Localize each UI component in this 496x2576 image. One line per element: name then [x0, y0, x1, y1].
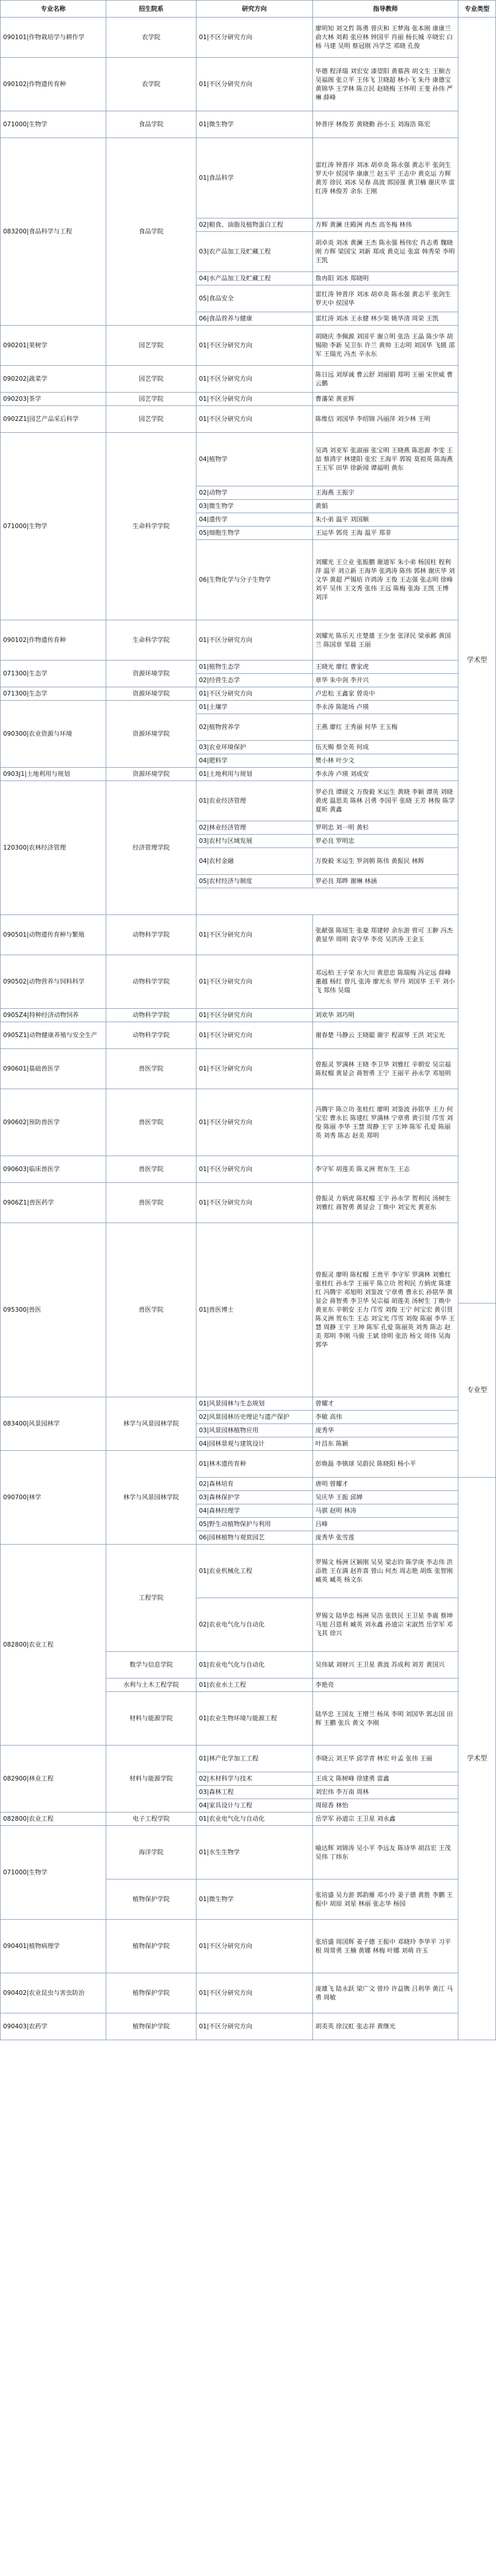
major-cell: 090300|农业资源与环境: [1, 701, 106, 768]
supervisors-cell: 罗锡文 陆华忠 杨洲 吴浩 张铁民 王卫星 李震 蔡坤 马旭 吕恩利 臧英 刘永鑫 孙道宗 宋淑然 岳学军 邓飞其 徐兴: [312, 1598, 458, 1652]
supervisors-cell: 王运华 郭亮 王海 温平 郑菲: [312, 527, 458, 540]
direction-cell: 01|林木遗传育种: [196, 1451, 312, 1478]
supervisors-cell: 毕德 程泽瑞 刘宏安 漆望阳 黄慕茜 胡文生 王顺吉 吴福阁 张立平 王伟飞 卫晓超 林小飞 朱丹 康德宝 黄锦华 王学林 陈立民 赵晓梅 王怀明 王斐 孙伟 严琳 薛峰: [312, 58, 458, 111]
table-row: [1, 366, 496, 379]
table-row: [1, 138, 496, 151]
major-cell: 090603|临床兽医学: [1, 1156, 106, 1183]
table-row: [1, 326, 496, 339]
direction-cell: 01|不区分研究方向: [196, 393, 312, 406]
table-row: [1, 1089, 496, 1103]
supervisors-cell: 廖明知 刘文哲 陈勇 曾庆和 王梦海 张本刚 康康兰 俞大林 刘莉 张应林 钟国平 肖丽 杨长城 辛晓宏 白杨 马建 吴明 蔡冠刚 冯学芝 邓晓 孔俊: [312, 18, 458, 58]
supervisors-cell: 罗必良 罗明忠: [312, 835, 458, 848]
supervisors-cell: 黄娟: [312, 500, 458, 513]
table-row: [1, 1022, 496, 1036]
direction-cell: 01|农业经济管理: [196, 781, 312, 821]
direction-cell: 01|不区分研究方向: [196, 58, 312, 111]
table-row: [1, 915, 496, 928]
college-cell: 兽医学院: [106, 1183, 196, 1223]
direction-cell: 02|农业电气化与自动化: [196, 1598, 312, 1652]
direction-cell: 02|林业经济管理: [196, 821, 312, 835]
table-header-row: [1, 1, 496, 18]
college-cell: 数学与信息学院: [106, 1652, 196, 1679]
supervisors-cell: 王燕 廖红 王秀丽 何华 王玉梅: [312, 714, 458, 741]
direction-cell: 02|植物营养学: [196, 714, 312, 741]
major-cell: 090401|植物病理学: [1, 1920, 106, 1973]
supervisors-cell: 吴鸿 刘亚军 张淑丽 张宝明 王晓燕 陈思源 李雯 王喆 蔡鸿宇 林建阳 张宏 王海平 郭锐 莫祖英 陈海燕 王玉军 田华 徐新闻 谭福明 黄东: [312, 433, 458, 486]
supervisors-cell: 李守军 胡莲美 陈义洲 贺东生 王志: [312, 1156, 458, 1183]
table-row: [1, 1156, 496, 1170]
supervisors-cell: 王海燕 王振宇: [312, 486, 458, 500]
direction-cell: 01|农业电气化与自动化: [196, 1652, 312, 1679]
major-cell: 090203|茶学: [1, 393, 106, 406]
direction-cell: 02|森林培育: [196, 1478, 312, 1491]
major-cell: 120300|农林经济管理: [1, 781, 106, 915]
supervisors-cell: 李永涛 卢瑛 刘成安: [312, 768, 458, 781]
supervisors-cell: 李敏 高伟: [312, 1411, 458, 1424]
table-row: [1, 1812, 496, 1826]
college-cell: 林学与风景园林学院: [106, 1451, 196, 1545]
direction-cell: 01|不区分研究方向: [196, 687, 312, 701]
table-row: [1, 781, 496, 794]
direction-cell: 01|不区分研究方向: [196, 326, 312, 366]
direction-cell: 05|食品安全: [196, 285, 312, 312]
supervisors-cell: 谢春楚 马静云 王晓聪 谢宇 程淑琴 王洪 刘宝光: [312, 1022, 458, 1049]
table-row: [1, 2013, 496, 2027]
college-cell: 兽医学院: [106, 1089, 196, 1156]
supervisors-cell: 胡卓炎 刘冰 黄澜 王杰 陈永强 杨伟宏 肖志勇 魏晓刚 方辉 梁国宝 刘新 郑成 黄克运 张富 韩秀荣 李明 王凯: [312, 232, 458, 272]
direction-cell: 01|不区分研究方向: [196, 1089, 312, 1156]
supervisors-cell: 陈维信 刘国华 李绍锦 冯丽萍 刘少林 王明: [312, 406, 458, 433]
table-row: [1, 1009, 496, 1022]
college-cell: 园艺学院: [106, 393, 196, 406]
supervisors-cell: 喻达辉 刘锦涛 吴小平 李远友 陈诗华 胡昌宏 王茂 吴伟 丁炜东: [312, 1826, 458, 1879]
supervisors-cell: 庞秀华 张雪莲: [312, 1531, 458, 1545]
direction-cell: 04|农村金融: [196, 848, 312, 875]
supervisors-cell: 彭焕磊 李镇球 吴蔚民 陈晓阳 杨小平: [312, 1451, 458, 1478]
table-row: [1, 406, 496, 419]
direction-cell: 03|森林工程: [196, 1786, 312, 1799]
supervisors-cell: 刘宏伟 李万南 周林: [312, 1786, 458, 1799]
table-row: [1, 768, 496, 781]
table-row: [1, 393, 496, 406]
direction-cell: 04|水产品加工及贮藏工程: [196, 272, 312, 285]
major-cell: 090402|农业昆虫与害虫防治: [1, 1973, 106, 2013]
major-cell: 071300|生态学: [1, 687, 106, 701]
header-direction: 研究方向: [196, 1, 312, 18]
type-cell: [458, 1478, 496, 2040]
direction-cell: 06|食品营养与健康: [196, 312, 312, 326]
major-cell: 090102|作物遗传育种: [1, 58, 106, 111]
type-label: 学术型: [467, 656, 487, 664]
supervisors-cell: 岳学军 孙道宗 王卫星 刘永鑫: [312, 1812, 458, 1826]
college-cell: 食品学院: [106, 138, 196, 326]
college-cell: 农学院: [106, 58, 196, 111]
college-cell: 资源环境学院: [106, 701, 196, 768]
direction-cell: 03|农村与区域发展: [196, 835, 312, 848]
supervisors-cell: 李永涛 陈能场 卢瑛: [312, 701, 458, 714]
major-cell: 071300|生态学: [1, 660, 106, 687]
direction-cell: 01|植物生态学: [196, 660, 312, 674]
direction-cell: 06|园林植物与观赏园艺: [196, 1531, 312, 1545]
major-cell: 090202|蔬菜学: [1, 366, 106, 393]
direction-cell: 01|土地利用与规划: [196, 768, 312, 781]
table-row: [1, 1920, 496, 1933]
college-cell: 材料与能源学院: [106, 1692, 196, 1745]
direction-cell: 01|微生物学: [196, 111, 312, 138]
major-cell: 0902Z1|园艺产品采后科学: [1, 406, 106, 433]
college-cell: 兽医学院: [106, 1156, 196, 1183]
major-cell: 090700|林学: [1, 1451, 106, 1545]
major-cell: 095300|兽医: [1, 1223, 106, 1397]
major-cell: 0905Z1|动物健康养殖与安全生产: [1, 1022, 106, 1049]
major-cell: 0906Z1|兽医药学: [1, 1183, 106, 1223]
table-row: [1, 111, 496, 125]
direction-cell: 01|不区分研究方向: [196, 1049, 312, 1089]
direction-cell: 02|动物学: [196, 486, 312, 500]
supervisors-cell: 李艳亮: [312, 1679, 458, 1692]
supervisors-cell: 刘耀光 王立业 张振鹏 谢道军 朱小弟 杨国柱 程利萍 温平 刘立新 王海华 张鸿涛 陈伟 郭林 谢庆华 刘文华 黄超 严锡培 许鸿涛 王俊 王志强 张志明 徐峰 刘平 吴伟 王文秀 张伟 王远 陈梅 张海 王凯 王博 刘洋: [312, 540, 458, 620]
college-cell: 材料与能源学院: [106, 1745, 196, 1812]
direction-cell: 04|肥料学: [196, 754, 312, 768]
supervisors-cell: 吴庆华 王振 邱婵: [312, 1491, 458, 1504]
college-cell: 兽医学院: [106, 1223, 196, 1397]
direction-cell: 04|森林经理学: [196, 1504, 312, 1518]
direction-cell: 01|农业生物环境与能源工程: [196, 1692, 312, 1745]
supervisors-cell: 万俊毅 米运生 罗剑朝 陈伟 黄振民 林辉: [312, 848, 458, 875]
major-cell: 083400|风景园林学: [1, 1397, 106, 1451]
supervisors-cell: 伍天赐 蔡全英 何成: [312, 741, 458, 754]
major-cell: 090601|基础兽医学: [1, 1049, 106, 1089]
table-row: [1, 1397, 496, 1411]
supervisors-cell: 陈日远 刘厚诚 曹云舒 刘丽娟 郑明 王丽 宋世威 曹云鹏: [312, 366, 458, 393]
direction-cell: 01|微生物学: [196, 1879, 312, 1920]
supervisors-cell: 曹藩荣 黄亚辉: [312, 393, 458, 406]
major-cell: 0903J1|土地利用与规划: [1, 768, 106, 781]
direction-cell: 01|不区分研究方向: [196, 620, 312, 660]
direction-cell: 05|农村经济与制度: [196, 875, 312, 888]
direction-cell: 01|不区分研究方向: [196, 955, 312, 1009]
supervisors-cell: 胡晓庆 李佩源 刘国平 谢立明 张浩 王晶 陈少华 胡锡勋 李新 吴卫东 许兰 黄帅 王志明 刘国华 飞媛 邵军 王瑞光 冯杰 辛永东: [312, 326, 458, 366]
major-cell: 071000|生物学: [1, 1826, 106, 1920]
major-cell: 090403|农药学: [1, 2013, 106, 2040]
supervisors-cell: 陆华忠 王国友 王增兰 杨凤 李明 刘国华 郭志国 田辉 王鹏 张兵 黄文 李刚: [312, 1692, 458, 1745]
college-cell: 植物保护学院: [106, 1973, 196, 2013]
direction-cell: 04|园林景观与建筑设计: [196, 1437, 312, 1451]
direction-cell: 01|土壤学: [196, 701, 312, 714]
direction-cell: 03|农产品加工及贮藏工程: [196, 232, 312, 272]
supervisors-cell: 叶昌东 陈颖: [312, 1437, 458, 1451]
supervisors-cell: 庞雄飞 陆永跃 梁广文 曾玲 许益镌 吕利华 黄江 马勇 周敏: [312, 1973, 458, 2013]
table-row: [1, 955, 496, 969]
table-row: [1, 1049, 496, 1062]
college-cell: 水利与土木工程学院: [106, 1679, 196, 1692]
direction-cell: 01|不区分研究方向: [196, 366, 312, 393]
table-body: [1, 18, 496, 2040]
direction-cell: 01|不区分研究方向: [196, 1156, 312, 1183]
supervisors-cell: 罗必良 郑晔 谢琳 林涵: [312, 875, 458, 888]
direction-cell: 03|森林保护学: [196, 1491, 312, 1504]
college-cell: 动物科学学院: [106, 915, 196, 955]
table-row: [1, 620, 496, 634]
supervisors-cell: 李晓云 刘王华 邱学青 林宏 叶孟 张伟 王丽: [312, 1745, 458, 1772]
direction-cell: 01|不区分研究方向: [196, 1183, 312, 1223]
major-cell: 082800|农业工程: [1, 1812, 106, 1826]
major-cell: 0905Z4|特种经济动物饲养: [1, 1009, 106, 1022]
college-cell: 兽医学院: [106, 1049, 196, 1089]
direction-cell: 01|不区分研究方向: [196, 1009, 312, 1022]
supervisors-cell: 樊小林 叶少文: [312, 754, 458, 768]
table-row: [1, 1826, 496, 1839]
supervisors-cell: 王成文 陈树峰 徐建勇 雷鑫: [312, 1772, 458, 1786]
direction-cell: 01|林产化学加工工程: [196, 1745, 312, 1772]
direction-cell: 01|不区分研究方向: [196, 1973, 312, 2013]
type-label: 专业型: [467, 1386, 487, 1394]
header-type: 专业类型: [458, 1, 496, 18]
college-cell: 植物保护学院: [106, 1920, 196, 1973]
direction-cell: 01|不区分研究方向: [196, 1920, 312, 1973]
supervisors-cell: 胡美英 徐汉虹 张志祥 黄继光: [312, 2013, 458, 2040]
direction-cell: 04|家具设计与工程: [196, 1799, 312, 1812]
supervisors-cell: 雷红涛 钟普序 刘冰 胡卓炎 陈永强 黄志平 张剑生 罗天中 侯国华 康康兰 赵玉平 王志中 黄克运 方辉 黄芳 徐民 刘冰 吴春 高波 郭国强 黄卫楠 谢庆华 雷红涛 林俊芳 余东 王刚: [312, 138, 458, 218]
supervisors-cell: 邓远柏 王子荣 东大川 黄思忠 陈瑞梅 冯定远 薛峰 董越 杨红 曾凡 张涛 廖光永 罗丹 刘国华 王平 刘小飞 郑伟 吴瑞: [312, 955, 458, 1009]
supervisors-cell: 章华 朱中剑 李开兴: [312, 674, 458, 687]
table-row: [1, 1223, 496, 1236]
college-cell: 资源环境学院: [106, 768, 196, 781]
direction-cell: 03|风景园林植物应用: [196, 1424, 312, 1437]
college-cell: 电子工程学院: [106, 1812, 196, 1826]
major-cell: 090502|动物营养与饲料科学: [1, 955, 106, 1009]
supervisors-cell: 罗必良 谭砚文 万俊毅 米运生 黄晓 李颖 谭英 刘晓 黄虎 温思美 陈林 吕勇 李国平 张晓 王芳 林俊 陈学 夏昕 黄鑫: [312, 781, 458, 821]
major-cell: 090501|动物遗传育种与繁殖: [1, 915, 106, 955]
table-row: [1, 18, 496, 31]
direction-cell: 04|植物学: [196, 433, 312, 486]
supervisors-cell: 吕峰: [312, 1518, 458, 1531]
supervisors-cell: 曾振灵 罗满林 王晓 李卫华 刘雅红 辛朝安 吴宗福 陈杖榴 黄显会 蒋智勇 王宁 王丽平 孙永学 邓旭明: [312, 1049, 458, 1089]
supervisors-cell: 雷红涛 钟普序 刘冰 胡卓炎 陈永强 黄志平 张剑生 罗天中 侯国华: [312, 285, 458, 312]
table-row: [1, 701, 496, 714]
direction-cell: 02|经营生态学: [196, 674, 312, 687]
header-major: 专业名称: [1, 1, 106, 18]
supervisors-cell: 马骐 赵明 林涛: [312, 1504, 458, 1518]
major-cell: 071000|生物学: [1, 433, 106, 620]
college-cell: 动物科学学院: [106, 1022, 196, 1049]
college-cell: 食品学院: [106, 111, 196, 138]
college-cell: 园艺学院: [106, 406, 196, 433]
supervisors-cell: 刘耀光 陈乐天 庄楚雄 王少奎 张泽民 梁承邺 黄国兰 陈国章 邹晨 王丽: [312, 620, 458, 660]
college-cell: 农学院: [106, 18, 196, 58]
table-row: [1, 1745, 496, 1759]
table-row: [1, 1183, 496, 1196]
direction-cell: 01|兽医博士: [196, 1223, 312, 1397]
college-cell: 资源环境学院: [106, 687, 196, 701]
table-row: [1, 660, 496, 674]
direction-cell: 06|生物化学与分子生物学: [196, 540, 312, 620]
college-cell: 经济管理学院: [106, 781, 196, 915]
major-cell: 090101|作物栽培学与耕作学: [1, 18, 106, 58]
direction-cell: 03|微生物学: [196, 500, 312, 513]
college-cell: 动物科学学院: [106, 1009, 196, 1022]
college-cell: 资源环境学院: [106, 660, 196, 687]
supervisors-cell: 曾耀才: [312, 1397, 458, 1411]
direction-cell: 01|水生生物学: [196, 1826, 312, 1879]
table-row: [1, 58, 496, 71]
direction-cell: 01|不区分研究方向: [196, 2013, 312, 2040]
direction-cell: 01|风景园林与生态规划: [196, 1397, 312, 1411]
supervisors-cell: 钟普序 林俊芳 黄晓勤 孙小玉 刘海浩 陈宏: [312, 111, 458, 138]
direction-cell: 05|野生动植物保护与利用: [196, 1518, 312, 1531]
supervisors-cell: 周琼香 林怡: [312, 1799, 458, 1812]
college-cell: 生命科学学院: [106, 433, 196, 620]
table-row: [1, 1545, 496, 1558]
college-cell: 植物保护学院: [106, 1879, 196, 1920]
supervisors-cell: 张献强 陈瑶生 张豪 郑建婷 余东游 曾可 王翀 冯杰 黄显华 周明 袁守华 李亮 吴洪涛 王金玉: [312, 915, 458, 955]
supervisors-cell: 庞秀华: [312, 1424, 458, 1437]
header-supervisors: 指导教师: [312, 1, 458, 18]
college-cell: 生命科学学院: [106, 620, 196, 660]
supervisors-cell: 朱小弟 温平 刘国顺: [312, 513, 458, 527]
college-cell: 植物保护学院: [106, 2013, 196, 2040]
direction-cell: 01|农业水土工程: [196, 1679, 312, 1692]
type-cell: [458, 1303, 496, 1478]
supervisors-cell: 吴伟斌 刘财兴 王卫星 黄波 苏成利 刘芳 黄国兴: [312, 1652, 458, 1679]
major-cell: 090602|预防兽医学: [1, 1089, 106, 1156]
major-cell: 082800|农业工程: [1, 1545, 106, 1745]
type-cell: [458, 18, 496, 1303]
direction-cell: 01|农业机械化工程: [196, 1545, 312, 1598]
supervisors-cell: 唐明 曾耀才: [312, 1478, 458, 1491]
table-row: [1, 1451, 496, 1464]
direction-cell: 02|粮食、油脂及植物蛋白工程: [196, 218, 312, 232]
direction-cell: 02|风景园林历史理论与遗产保护: [196, 1411, 312, 1424]
college-cell: 海洋学院: [106, 1826, 196, 1879]
supervisors-cell: 詹冉阳 刘冰 郑晓明: [312, 272, 458, 285]
supervisors-cell: 张培盛 周国辉 姜子德 王振中 邓晓玲 李华平 习平根 周常勇 王楠 黄娜 林梅 叶娜 刘萌 许玉: [312, 1920, 458, 1973]
table-row: [1, 433, 496, 446]
supervisors-cell: 罗明忠 刘一明 黄杉: [312, 821, 458, 835]
college-cell: 林学与风景园林学院: [106, 1397, 196, 1451]
header-college: 招生院系: [106, 1, 196, 18]
direction-cell: 02|木材科学与技术: [196, 1772, 312, 1786]
direction-cell: 01|不区分研究方向: [196, 406, 312, 433]
major-cell: 090201|果树学: [1, 326, 106, 366]
type-label: 学术型: [467, 1755, 487, 1762]
supervisors-cell: 雷红涛 刘冰 王永健 林少渠 姚华清 周荣 王凯: [312, 312, 458, 326]
direction-cell: 01|不区分研究方向: [196, 915, 312, 955]
direction-cell: 03|农业环境保护: [196, 741, 312, 754]
major-cell: 082900|林业工程: [1, 1745, 106, 1812]
major-cell: 071000|生物学: [1, 111, 106, 138]
supervisors-cell: 张培盛 吴力游 郭韵雁 邓小玲 姜子德 黄胜 李鹏 王振中 胡琼 刘星 林丽 张志华 杨园: [312, 1879, 458, 1920]
major-cell: 090102|作物遗传育种: [1, 620, 106, 660]
supervisors-cell: 曾振灵 方炳虎 陈杖榴 王宇 孙永学 贺利民 汤树生 刘雅红 蒋智勇 黄显会 丁焕中 刘宝光 黄亚东: [312, 1183, 458, 1223]
supervisors-cell: 方辉 黄澜 庄殿洲 冉杰 高冬梅 林伟: [312, 218, 458, 232]
supervisors-cell: 王晓光 廖红 曹家虎: [312, 660, 458, 674]
direction-cell: 01|不区分研究方向: [196, 18, 312, 58]
direction-cell: 01|食品科学: [196, 138, 312, 218]
college-cell: 工程学院: [106, 1545, 196, 1652]
supervisors-cell: 冯腾宇 陈立功 张桂红 廖明 刘鉴波 孙铭华 王力 何宝宏 曹永长 陈建红 罗满林 宁章勇 黄引贤 邝雪 刘俊 陈丽 李华 王慧 周静 王宇 王坤 陈军 孔爱 陈丽英 刘秀 陈志 赵美 郑明: [312, 1089, 458, 1156]
college-cell: 园艺学院: [106, 326, 196, 366]
table-row: [1, 687, 496, 701]
college-cell: 园艺学院: [106, 366, 196, 393]
direction-cell: 04|遗传学: [196, 513, 312, 527]
direction-cell: 01|不区分研究方向: [196, 1022, 312, 1049]
supervisors-cell: 刘欢华 刘巧明: [312, 1009, 458, 1022]
supervisors-cell: 罗锡文 杨洲 区颖刚 吴昊 梁志钧 陈学庚 李志伟 洪添胜 王在满 赵祚喜 曾山 何杰 周志艳 胡炼 张智刚 臧英 臧英 杨文东: [312, 1545, 458, 1598]
direction-cell: 01|农业电气化与自动化: [196, 1812, 312, 1826]
college-cell: 动物科学学院: [106, 955, 196, 1009]
table-row: [1, 1973, 496, 1987]
major-cell: 083200|食品科学与工程: [1, 138, 106, 326]
supervisors-cell: 卢忠松 王鑫家 曾炎中: [312, 687, 458, 701]
direction-cell: 05|细胞生物学: [196, 527, 312, 540]
supervisors-cell: 曾振灵 廖明 陈杖榴 王贵平 李守军 罗满林 刘雅红 张桂红 孙永学 王丽平 陈立功 贺利民 方炳虎 陈建红 冯腾宇 邓旭明 刘鉴波 宁章勇 曹永长 孙铭华 黄显会 蒋智勇 李卫华 吴宗福 胡莲美 汤树生 丁焕中 黄亚东 辛朝安 王力 邝雪 刘俊 王宁 何宝宏 黄引贤 陈义洲 贺东生 王志 刘宝光 邝雪 刘俊 陈丽 李华 王慧 周静 王宇 王坤 陈军 孔爱 陈丽英 刘秀 陈志 赵美 郑明 李刚 马骏 王斌 徐明 张浩 杨文 周伟 吴海 郭华: [312, 1223, 458, 1397]
